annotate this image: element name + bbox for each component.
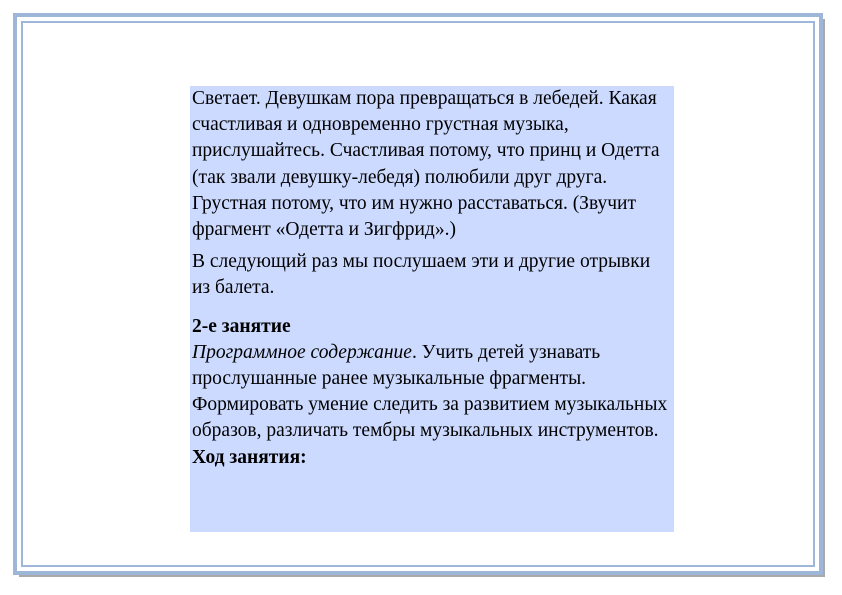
- lesson-heading: Ход занятия:: [192, 446, 307, 468]
- paragraph-next-time: В следующий раз мы послушаем эти и другие отрывки из балета.: [192, 251, 651, 299]
- text-box: [190, 86, 674, 532]
- section-heading: 2-е занятие: [192, 315, 291, 337]
- paragraph-story: Светает. Девушкам пора превращаться в лебедей. Какая счастливая и одновременно грустная музыка, прислушайтесь. Счастливая потому, что принц и Одетта (так звали девушку-лебедя) полюбили друг друга. Грустная потому, что им нужно расставаться. (Звучит фрагмент «Одетта и Зигфрид».): [192, 88, 660, 241]
- program-label: Программное содержание: [192, 341, 412, 363]
- program-paragraph: [192, 340, 672, 445]
- program-text: . Учить детей узнавать прослушанные ранее музыкальные фрагменты. Формировать умение следить за развитием музыкальных образов, различать тембры музыкальных инструментов.: [192, 341, 668, 442]
